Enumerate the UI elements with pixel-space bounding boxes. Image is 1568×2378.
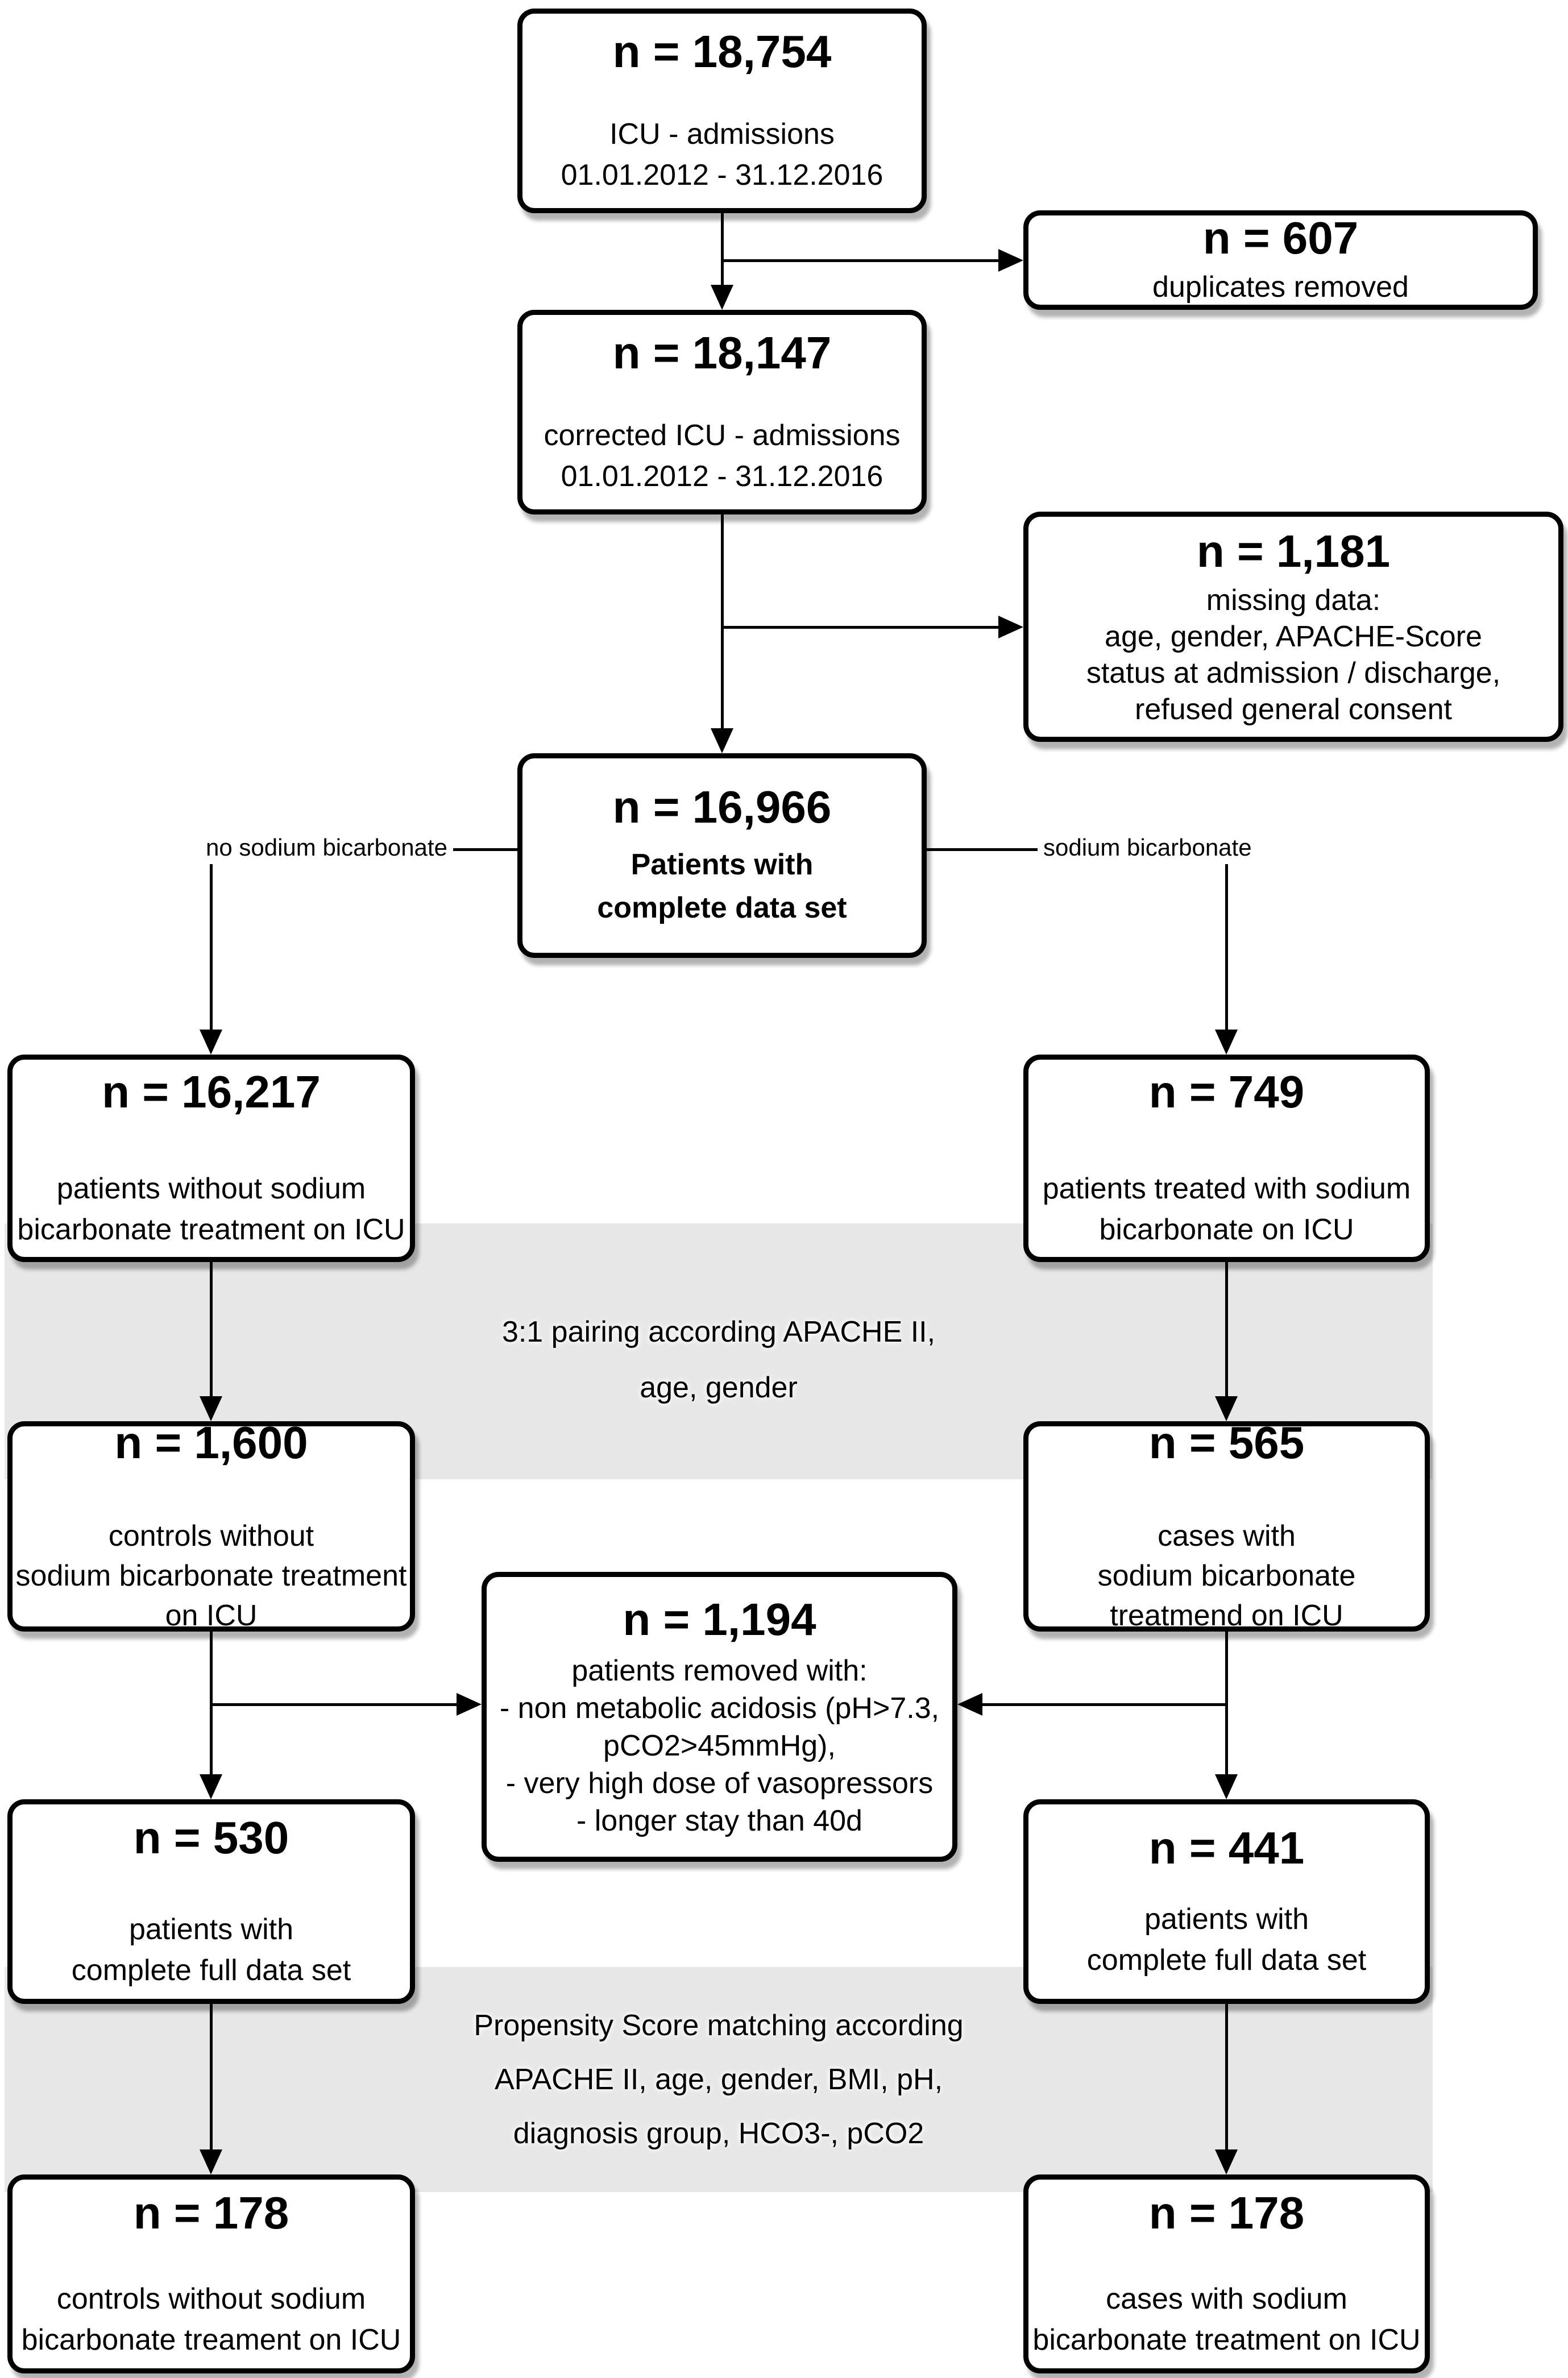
pairing-band-line: age, gender	[640, 1371, 798, 1404]
box-text-line: patients with	[1144, 1903, 1309, 1936]
box-text-line: Patients with	[630, 848, 814, 881]
arrowhead-down	[200, 1030, 222, 1055]
connector-right-to-removed	[981, 1703, 1226, 1706]
connector-left-to-removed	[211, 1703, 458, 1706]
branch-left-vertical	[210, 848, 213, 1032]
box-text-line: status at admission / discharge,	[1086, 657, 1501, 690]
box-icu-admissions	[517, 9, 927, 213]
arrowhead-down	[200, 2149, 222, 2174]
box-text-line: controls without sodium	[56, 2282, 366, 2315]
box-text-line: cases with	[1158, 1520, 1296, 1553]
arrowhead-right	[998, 249, 1023, 272]
connector-right-pairing	[1225, 1262, 1228, 1398]
box-text-line: sodium bicarbonate	[1097, 1559, 1356, 1593]
n-value: n = 178	[1148, 2188, 1305, 2239]
box-text-line: - very high dose of vasopressors	[505, 1766, 934, 1800]
box-text-line: missing data:	[1206, 584, 1381, 617]
box-text-line: treatmend on ICU	[1110, 1599, 1343, 1633]
box-text-line: cases with sodium	[1106, 2282, 1347, 2315]
box-controls-full-data	[7, 1799, 415, 2004]
n-value: n = 530	[133, 1812, 289, 1864]
box-text-line: controls without	[108, 1520, 314, 1553]
box-text-line: patients with	[128, 1912, 294, 1946]
box-text-line: on ICU	[165, 1599, 258, 1633]
box-text-line: complete full data set	[1086, 1944, 1367, 1977]
branch-label-no-sodium-bicarbonate: no sodium bicarbonate	[200, 831, 453, 864]
arrowhead-right	[457, 1693, 482, 1716]
n-value: n = 1,194	[623, 1594, 816, 1645]
box-text-line: complete data set	[597, 891, 847, 924]
arrowhead-down	[1215, 1774, 1238, 1799]
n-value: n = 16,217	[102, 1066, 321, 1117]
n-value: n = 441	[1148, 1822, 1305, 1873]
box-cases	[1023, 1417, 1430, 1633]
connector-to-missing-data	[722, 626, 1001, 629]
box-text-line: age, gender, APACHE-Score	[1105, 620, 1482, 654]
arrowhead-left	[957, 1693, 982, 1716]
branch-right-vertical	[1225, 848, 1228, 1032]
n-value: n = 607	[1202, 212, 1359, 263]
box-text-line: bicarbonate on ICU	[1099, 1213, 1354, 1247]
box-text-line: bicarbonate treatment on ICU	[17, 1213, 405, 1247]
box-text-line: bicarbonate treatment on ICU	[1032, 2323, 1421, 2356]
box-without-bicarbonate	[7, 1055, 415, 1262]
arrowhead-right	[998, 616, 1023, 638]
pairing-band-line: 3:1 pairing according APACHE II,	[501, 1315, 936, 1348]
box-corrected-admissions	[517, 310, 927, 514]
n-value: n = 18,754	[612, 26, 832, 77]
box-text-line: complete full data set	[71, 1953, 351, 1987]
connector-right-propensity	[1225, 2004, 1228, 2152]
box-controls	[7, 1417, 415, 1633]
arrowhead-down	[1215, 1030, 1238, 1055]
n-value: n = 18,147	[612, 327, 832, 378]
connector-admissions-to-corrected	[721, 213, 724, 287]
box-patients-removed	[482, 1572, 957, 1862]
propensity-band-line: APACHE II, age, gender, BMI, pH,	[494, 2062, 943, 2096]
box-text-line: ICU - admissions	[609, 118, 835, 151]
n-value: n = 749	[1148, 1066, 1305, 1117]
box-text-line: corrected ICU - admissions	[544, 419, 901, 453]
box-text-line: duplicates removed	[1152, 271, 1409, 304]
n-value: n = 16,966	[612, 782, 832, 833]
n-value: n = 1,600	[114, 1417, 308, 1468]
arrowhead-down	[200, 1774, 222, 1799]
box-text-line: sodium bicarbonate treatment	[15, 1559, 407, 1593]
n-value: n = 1,181	[1196, 525, 1391, 576]
box-text-line: - non metabolic acidosis (pH>7.3,	[499, 1691, 940, 1725]
box-controls-matched	[7, 2174, 415, 2373]
n-value: n = 178	[133, 2188, 289, 2239]
box-text-line: 01.01.2012 - 31.12.2016	[561, 159, 883, 192]
box-text-line: 01.01.2012 - 31.12.2016	[561, 460, 883, 493]
box-cases-full-data	[1023, 1799, 1430, 2004]
box-missing-data	[1023, 512, 1563, 742]
connector-to-duplicates	[722, 259, 1001, 262]
box-text-line: patients treated with sodium	[1042, 1172, 1411, 1206]
box-duplicates-removed	[1023, 210, 1538, 310]
arrowhead-down	[711, 285, 733, 310]
connector-corrected-to-complete	[721, 514, 724, 731]
box-cases-matched	[1023, 2174, 1430, 2373]
box-text-line: - longer stay than 40d	[576, 1804, 862, 1837]
box-with-bicarbonate	[1023, 1055, 1430, 1262]
arrowhead-down	[1215, 2149, 1238, 2174]
box-text-line: patients removed with:	[571, 1654, 868, 1687]
box-complete-data-set	[517, 753, 927, 958]
arrowhead-down	[711, 728, 733, 753]
box-text-line: patients without sodium	[56, 1172, 366, 1206]
propensity-band-line: diagnosis group, HCO3-, pCO2	[513, 2116, 924, 2150]
box-text-line: refused general consent	[1135, 693, 1452, 727]
connector-left-propensity	[210, 2004, 213, 2152]
propensity-band-line: Propensity Score matching according	[474, 2008, 964, 2042]
box-text-line: pCO2>45mmHg),	[603, 1729, 836, 1762]
branch-label-sodium-bicarbonate: sodium bicarbonate	[1038, 831, 1258, 864]
n-value: n = 565	[1148, 1417, 1305, 1468]
connector-left-pairing	[210, 1262, 213, 1398]
box-text-line: bicarbonate treament on ICU	[21, 2323, 401, 2356]
